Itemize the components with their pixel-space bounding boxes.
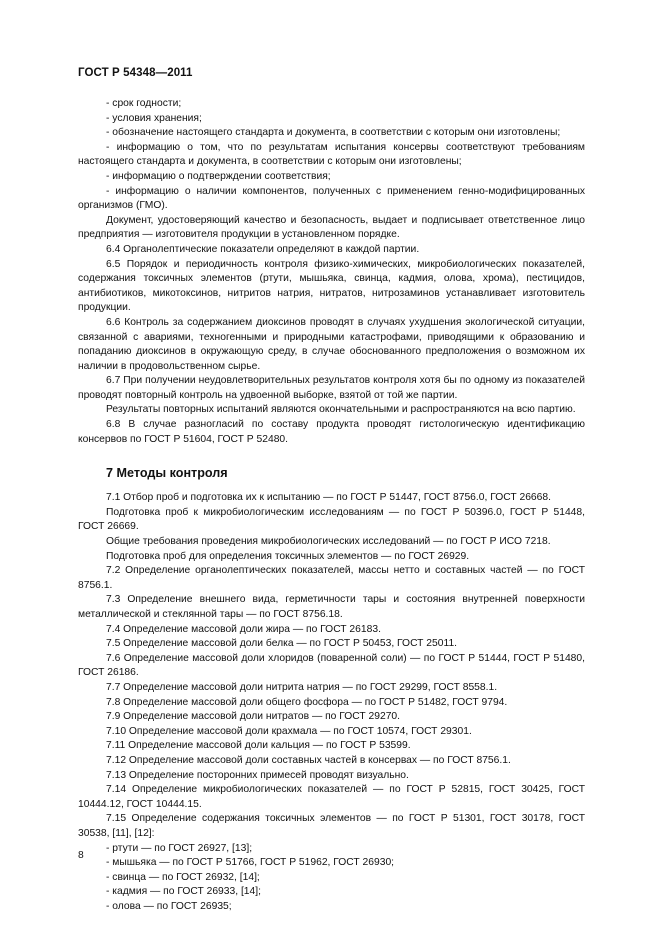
section-heading: 7 Методы контроля xyxy=(106,466,228,481)
paragraph-6-7: 6.7 При получении неудовлетворительных результатов контроля хотя бы по одному из показателей проводят повторный контроль на удвоенной выборке, взятой от той же партии. xyxy=(78,375,585,401)
paragraph-7-7: 7.7 Определение массовой доли нитрита натрия — по ГОСТ 29299, ГОСТ 8558.1. xyxy=(106,681,498,693)
paragraph: Результаты повторных испытаний являются окончательными и распространяются на всю партию. xyxy=(106,404,576,416)
paragraph-7-3: 7.3 Определение внешнего вида, герметичности тары и состояния внутренней поверхности металлической и стеклянной тары — по ГОСТ 8756.18. xyxy=(78,594,585,620)
paragraph-6-4: 6.4 Органолептические показатели определяют в каждой партии. xyxy=(106,243,420,255)
paragraph-7-9: 7.9 Определение массовой доли нитратов — по ГОСТ 29270. xyxy=(106,711,401,723)
paragraph-7-2: 7.2 Определение органолептических показателей, массы нетто и составных частей — по ГОСТ 8756.1. xyxy=(78,565,585,591)
paragraph: Документ, удостоверяющий качество и безопасность, выдает и подписывает ответственное лицо предприятия — изготовителя продукции в установленном порядке. xyxy=(78,214,585,241)
paragraph-7-8: 7.8 Определение массовой доли общего фосфора — по ГОСТ Р 51482, ГОСТ 9794. xyxy=(106,696,508,708)
list-item: - информацию о наличии компонентов, полученных с применением генно-модифицированных организмов (ГМО). xyxy=(78,185,585,212)
paragraph-7-15: 7.15 Определение содержания токсичных элементов — по ГОСТ Р 51301, ГОСТ 30178, ГОСТ 30538, [11], [12]: xyxy=(78,813,585,839)
page-body xyxy=(78,97,585,914)
list-item: - информацию о подтверждении соответствия; xyxy=(106,170,331,182)
paragraph-7-12: 7.12 Определение массовой доли составных частей в консервах — по ГОСТ 8756.1. xyxy=(106,754,511,766)
paragraph-6-6: 6.6 Контроль за содержанием диоксинов проводят в случаях ухудшения экологической ситуации, связанной с авариями, техногенными и природными катастрофами, приводящими к образованию и попаданию диоксинов в окружающую среду, в случае обоснованного предположения о возможном их наличии в продовольственном сырье. xyxy=(78,316,585,372)
paragraph-7-1: 7.1 Отбор проб и подготовка их к испытанию — по ГОСТ Р 51447, ГОСТ 8756.0, ГОСТ 26668. xyxy=(106,492,551,504)
paragraph-7-10: 7.10 Определение массовой доли крахмала — по ГОСТ 10574, ГОСТ 29301. xyxy=(106,725,472,737)
paragraph-7-6: 7.6 Определение массовой доли хлоридов (поваренной соли) — по ГОСТ Р 51444, ГОСТ Р 51480, ГОСТ 26186. xyxy=(78,652,585,679)
paragraph-6-5: 6.5 Порядок и периодичность контроля физико-химических, микробиологических показателей, содержания токсичных элементов (ртути, мышьяка, свинца, кадмия, олова, хрома), пестицидов, антибиотиков, микотоксинов, нитритов натрия, нитратов, нитрозаминов устанавливает изготовитель продукции. xyxy=(78,258,585,314)
paragraph-7-5: 7.5 Определение массовой доли белка — по ГОСТ Р 50453, ГОСТ 25011. xyxy=(106,638,458,650)
paragraph: Подготовка проб к микробиологическим исследованиям — по ГОСТ Р 50396.0, ГОСТ Р 51448, ГОСТ 26669. xyxy=(78,506,585,533)
list-item: - условия хранения; xyxy=(106,112,202,124)
document-header: ГОСТ Р 54348—2011 xyxy=(78,67,193,79)
paragraph-7-13: 7.13 Определение посторонних примесей проводят визуально. xyxy=(106,769,409,781)
list-item: - информацию о том, что по результатам испытания консервы соответствуют требованиям настоящего стандарта и документа, в соответствии с которым они изготовлены; xyxy=(78,141,585,168)
paragraph-7-11: 7.11 Определение массовой доли кальция — по ГОСТ Р 53599. xyxy=(106,740,411,752)
paragraph: Подготовка проб для определения токсичных элементов — по ГОСТ 26929. xyxy=(106,550,470,562)
list-item: - мышьяка — по ГОСТ Р 51766, ГОСТ Р 51962, ГОСТ 26930; xyxy=(106,857,395,869)
list-item: - свинца — по ГОСТ 26932, [14]; xyxy=(106,871,260,883)
paragraph-6-8: 6.8 В случае разногласий по составу продукта проводят гистологическую идентификацию консервов по ГОСТ Р 51604, ГОСТ Р 52480. xyxy=(78,419,585,445)
paragraph-7-4: 7.4 Определение массовой доли жира — по ГОСТ 26183. xyxy=(106,623,381,635)
paragraph: Общие требования проведения микробиологических исследований — по ГОСТ Р ИСО 7218. xyxy=(106,536,551,548)
list-item: - обозначение настоящего стандарта и документа, в соответствии с которым они изготовлены; xyxy=(106,127,561,139)
page-number: 8 xyxy=(78,850,84,861)
list-item: - кадмия — по ГОСТ 26933, [14]; xyxy=(106,886,261,898)
list-item: - олова — по ГОСТ 26935; xyxy=(106,900,232,912)
list-item: - срок годности; xyxy=(106,98,182,109)
paragraph-7-14: 7.14 Определение микробиологических показателей — по ГОСТ Р 52815, ГОСТ 30425, ГОСТ 10444.12, ГОСТ 10444.15. xyxy=(78,784,585,810)
list-item: - ртути — по ГОСТ 26927, [13]; xyxy=(106,842,253,854)
